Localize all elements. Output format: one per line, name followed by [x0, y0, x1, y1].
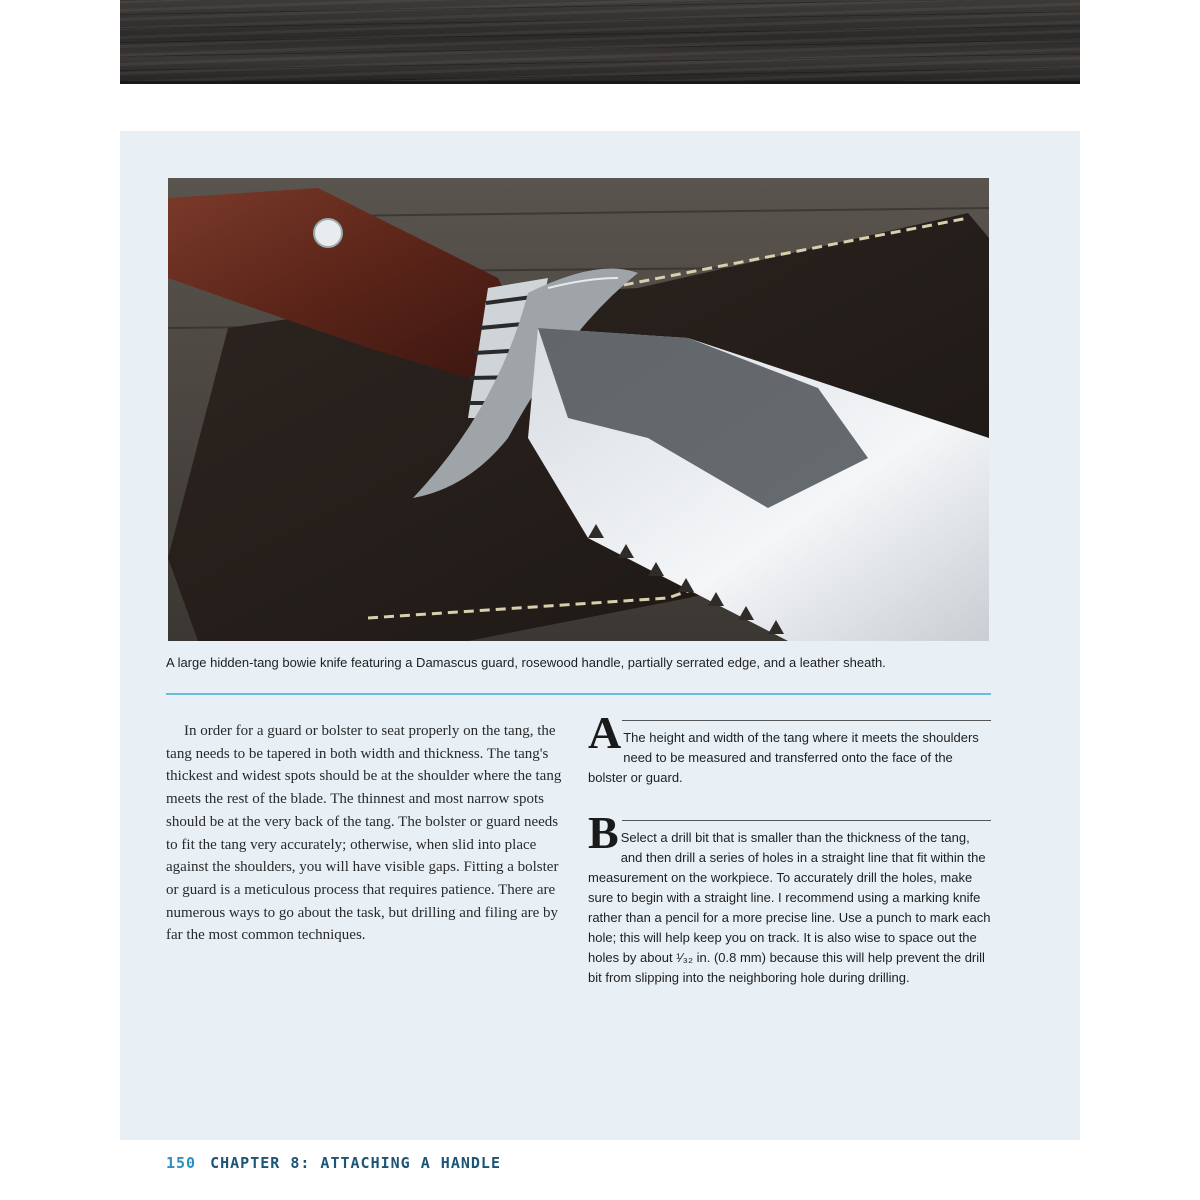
caption-divider — [166, 693, 991, 695]
step-b — [588, 807, 991, 988]
page-number: 150 — [166, 1154, 197, 1172]
page-footer — [166, 1154, 501, 1172]
step-b-letter: B — [588, 807, 619, 858]
step-a-rule — [622, 720, 991, 721]
chapter-title: CHAPTER 8: ATTACHING A HANDLE — [210, 1154, 501, 1172]
top-wood-photo — [120, 0, 1080, 84]
step-a-text: The height and width of the tang where it meets the shoulders need to be measured and transferred onto the face of the bolster or guard. — [588, 730, 979, 785]
step-b-text: Select a drill bit that is smaller than the thickness of the tang, and then drill a series of holes in a straight line that fit within the measurement on the workpiece. To accurately drill the holes, make sure to begin with a straight line. I recommend using a marking knife rather than a pencil for a more precise line. Use a punch to mark each hole; this will help keep you on track. It is also wise to space out the holes by about ¹⁄₃₂ in. (0.8 mm) because this will help prevent the drill bit from slipping into the neighboring hole during drilling. — [588, 830, 991, 985]
step-a-letter: A — [588, 707, 622, 758]
step-a — [588, 707, 991, 788]
photo-caption: A large hidden-tang bowie knife featuring a Damascus guard, rosewood handle, partially serrated edge, and a leather sheath. — [166, 655, 886, 670]
knife-photo — [168, 178, 989, 641]
step-b-rule — [622, 820, 991, 821]
body-paragraph: In order for a guard or bolster to seat properly on the tang, the tang needs to be tapered in both width and thickness. The tang's thickest and widest spots should be at the shoulder where the tang meets the rest of the blade. The thinnest and most narrow spots should be at the very back of the tang. The bolster or guard needs to fit the tang very accurately; otherwise, when slid into place against the shoulders, you will have visible gaps. Fitting a bolster or guard is a meticulous process that requires patience. There are numerous ways to go about the task, but drilling and filing are by far the most common techniques. — [166, 723, 562, 944]
